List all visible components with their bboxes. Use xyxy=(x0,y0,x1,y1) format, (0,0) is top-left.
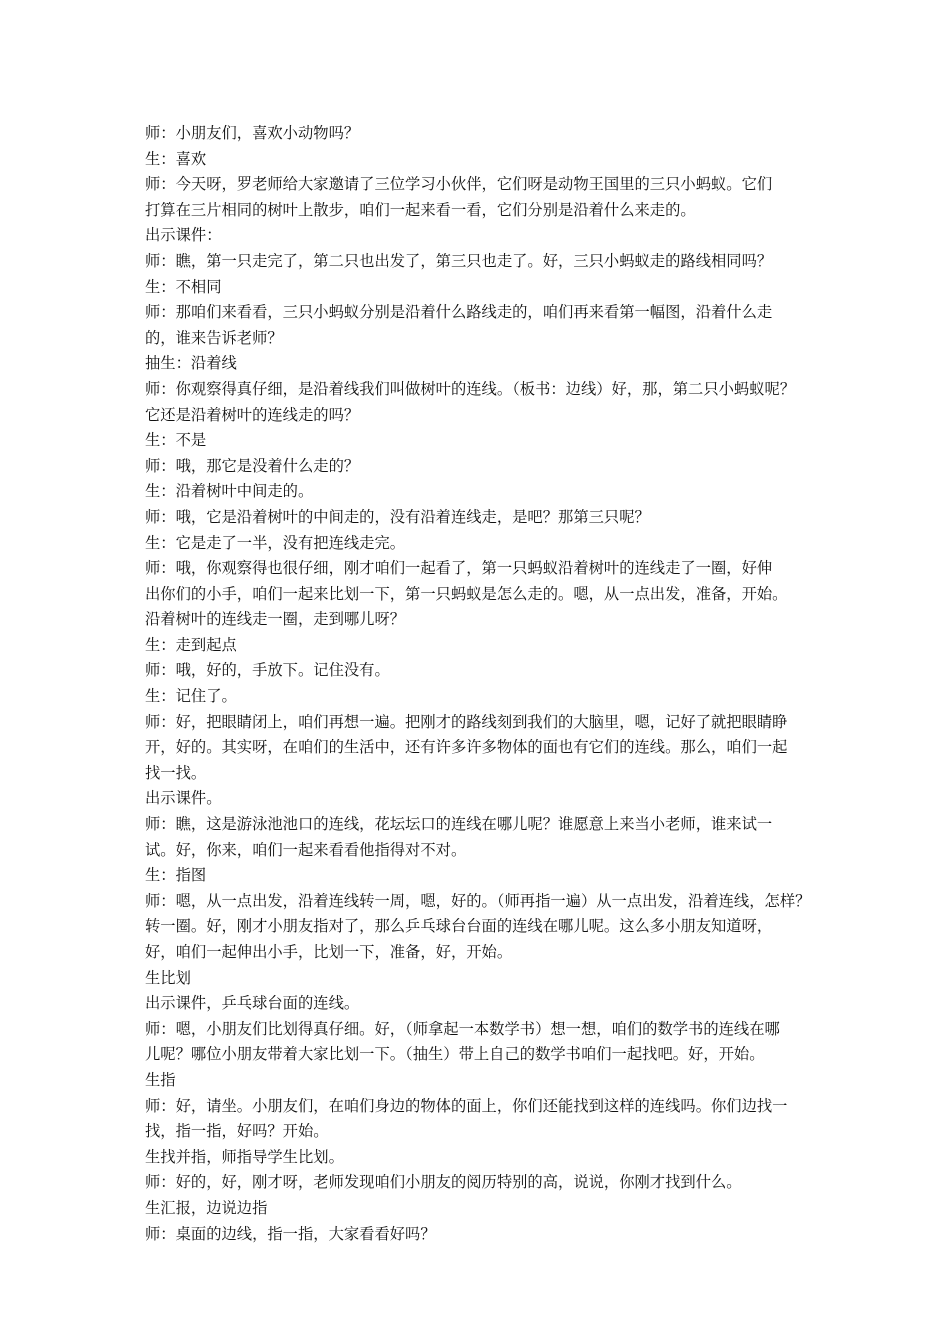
text-line: 生：不是 xyxy=(145,431,207,450)
text-line: 转一圈。好，刚才小朋友指对了，那么乒乓球台台面的连线在哪儿呢。这么多小朋友知道呀， xyxy=(145,917,773,936)
text-line: 打算在三片相同的树叶上散步，咱们一起来看一看，它们分别是沿着什么来走的。 xyxy=(145,200,696,219)
text-line: 生指 xyxy=(145,1070,176,1089)
text-line: 师：好，请坐。小朋友们，在咱们身边的物体的面上，你们还能找到这样的连线吗。你们边找一 xyxy=(145,1096,788,1115)
text-line: 出示课件。 xyxy=(145,789,222,808)
text-line: 师：今天呀，罗老师给大家邀请了三位学习小伙伴，它们呀是动物王国里的三只小蚂蚁。它们 xyxy=(145,175,773,194)
text-line: 师：哦，那它是没着什么走的？ xyxy=(145,456,360,475)
text-line: 开，好的。其实呀，在咱们的生活中，还有许多许多物体的面也有它们的连线。那么，咱们一起 xyxy=(145,738,788,757)
text-line: 师：哦，你观察得也很仔细，刚才咱们一起看了，第一只蚂蚁沿着树叶的连线走了一圈，好伸 xyxy=(145,559,773,578)
text-line: 师：哦，好的，手放下。记住没有。 xyxy=(145,661,390,680)
document-body xyxy=(145,121,815,1247)
text-line: 生：走到起点 xyxy=(145,635,237,654)
text-line: 儿呢？哪位小朋友带着大家比划一下。（抽生）带上自己的数学书咱们一起找吧。好，开始。 xyxy=(145,1045,765,1064)
text-line: 的，谁来告诉老师？ xyxy=(145,328,283,347)
text-line: 生比划 xyxy=(145,968,191,987)
text-line: 生汇报，边说边指 xyxy=(145,1198,268,1217)
text-line: 师：你观察得真仔细，是沿着线我们叫做树叶的连线。（板书：边线）好，那，第二只小蚂蚁呢？ xyxy=(145,379,796,398)
text-line: 找一找。 xyxy=(145,763,207,782)
text-line: 师：嗯，从一点出发，沿着连线转一周，嗯，好的。（师再指一遍）从一点出发，沿着连线，怎样？ xyxy=(145,891,811,910)
text-line: 生：喜欢 xyxy=(145,149,207,168)
text-line: 生找并指，师指导学生比划。 xyxy=(145,1147,344,1166)
text-line: 师：嗯，小朋友们比划得真仔细。好，（师拿起一本数学书）想一想，咱们的数学书的连线在哪 xyxy=(145,1019,780,1038)
text-line: 师：小朋友们，喜欢小动物吗？ xyxy=(145,124,360,142)
text-line: 试。好，你来，咱们一起来看看他指得对不对。 xyxy=(145,840,467,859)
text-line: 生：它是走了一半，没有把连线走完。 xyxy=(145,533,406,552)
text-line: 沿着树叶的连线走一圈，走到哪儿呀？ xyxy=(145,610,406,629)
text-line: 生：记住了。 xyxy=(145,687,237,706)
text-line: 师：哦，它是沿着树叶的中间走的，没有沿着连线走，是吧？那第三只呢？ xyxy=(145,507,650,526)
text-line: 师：瞧，这是游泳池池口的连线，花坛坛口的连线在哪儿呢？谁愿意上来当小老师，谁来试一 xyxy=(145,815,773,834)
text-line: 生：不相同 xyxy=(145,277,222,296)
text-line: 出示课件，乒乓球台面的连线。 xyxy=(145,994,360,1013)
text-line: 生：指图 xyxy=(145,866,207,885)
text-line: 它还是沿着树叶的连线走的吗？ xyxy=(145,405,360,424)
text-line: 师：好的，好，刚才呀，老师发现咱们小朋友的阅历特别的高，说说，你刚才找到什么。 xyxy=(145,1173,742,1192)
text-line: 生：沿着树叶中间走的。 xyxy=(145,482,314,501)
text-line: 师：瞧，第一只走完了，第二只也出发了，第三只也走了。好，三只小蚂蚁走的路线相同吗？ xyxy=(145,251,773,270)
text-line: 找，指一指，好吗？开始。 xyxy=(145,1122,329,1141)
text-line: 师：桌面的边线，指一指，大家看看好吗？ xyxy=(145,1224,436,1243)
text-line: 出示课件： xyxy=(145,226,222,245)
text-line: 好，咱们一起伸出小手，比划一下，准备，好，开始。 xyxy=(145,943,513,961)
text-line: 师：那咱们来看看，三只小蚂蚁分别是沿着什么路线走的，咱们再来看第一幅图，沿着什么走 xyxy=(145,303,773,322)
text-line: 抽生：沿着线 xyxy=(145,354,237,373)
text-line: 出你们的小手，咱们一起来比划一下，第一只蚂蚁是怎么走的。嗯，从一点出发，准备，开始。 xyxy=(145,584,788,603)
text-line: 师：好，把眼睛闭上，咱们再想一遍。把刚才的路线刻到我们的大脑里，嗯，记好了就把眼睛睁 xyxy=(145,712,788,731)
